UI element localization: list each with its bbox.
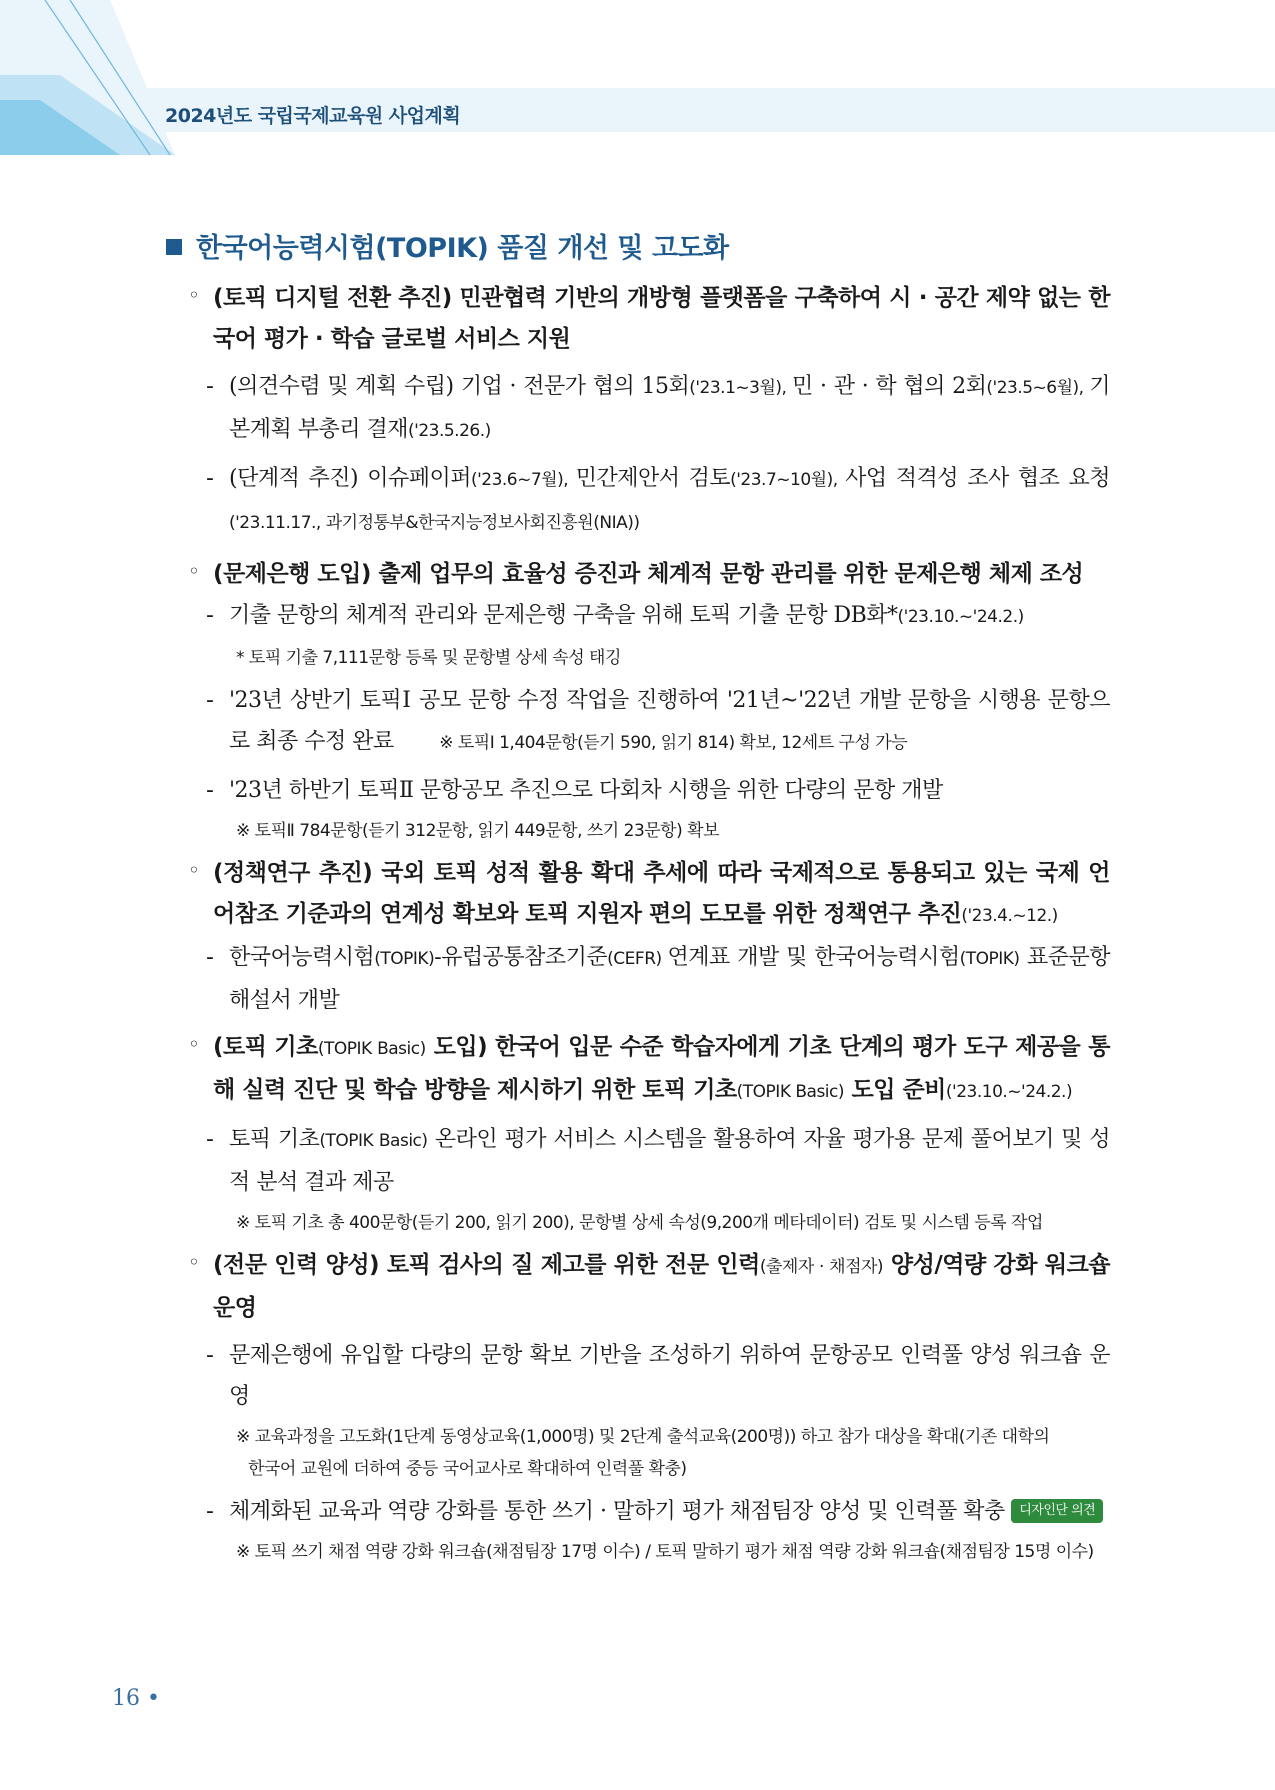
design-team-opinion-badge: 디자인단 의견 [1011,1499,1103,1523]
footnote: * 토픽 기출 7,111문항 등록 및 문항별 상세 속성 태깅 [236,648,621,668]
sub-item: - (의견수렴 및 계획 수립) 기업 · 전문가 협의 15회('23.1~3월), 민 · 관 · 학 협의 2회('23.5~6월), 기본계획 부총리 결재('23.5.26.) [206,374,1110,442]
bullet-lead: (정책연구 추진) 국외 토픽 성적 활용 확대 추세에 따라 국제적으로 통용되고 있는 국제 언어참조 기준과의 연계성 확보와 토픽 지원자 편의 도모를 위한 정책연구 추진 [213,860,1110,927]
sub-item: - 체계화된 교육과 역량 강화를 통한 쓰기 · 말하기 평가 채점팀장 양성 및 인력풀 확충 디자인단 의견 [188,1491,1110,1532]
bullet-item-digital [188,278,1110,360]
bullet-item-question-bank [188,554,1110,595]
content-body [188,278,1110,1574]
circle-bullet-icon: ◦ [188,1250,200,1274]
footnote: ※ 교육과정을 고도화(1단계 동영상교육(1,000명) 및 2단계 출석교육(200명)) 하고 참가 대상을 확대(기존 대학의 [236,1427,1050,1447]
footnote: ※ 토픽 기초 총 400문항(듣기 200, 읽기 200), 문항별 상세 속성(9,200개 메타데이터) 검토 및 시스템 등록 작업 [236,1213,1043,1233]
bullet-item-policy-research: ◦ (정책연구 추진) 국외 토픽 성적 활용 확대 추세에 따라 국제적으로 통용되고 있는 국제 언어참조 기준과의 연계성 확보와 토픽 지원자 편의 도모를 위한 정책연구 추진('23.4.~12.) [188,853,1110,937]
footnote-continued: 한국어 교원에 더하여 중등 국어교사로 확대하여 인력풀 확충) [248,1459,687,1479]
sub-item: - 기출 문항의 체계적 관리와 문제은행 구축을 위해 토픽 기출 문항 DB화*('23.10.~'24.2.) [206,603,1024,628]
circle-bullet-icon: ◦ [188,858,200,882]
bullet-lead: (문제은행 도입) 출제 업무의 효율성 증진과 체계적 문항 관리를 위한 문제은행 체제 조성 [213,561,1084,587]
circle-bullet-icon: ◦ [188,559,200,583]
sub-item: - (단계적 추진) 이슈페이퍼('23.6~7월), 민간제안서 검토('23.7~10월), 사업 적격성 조사 협조 요청('23.11.17., 과기정통부&한국지능정보사회진흥원(NIA)) [206,466,1110,533]
sub-item: - 토픽 기초(TOPIK Basic) 온라인 평가 서비스 시스템을 활용하여 자율 평가용 문제 풀어보기 및 성적 분석 결과 제공 [206,1127,1110,1195]
circle-bullet-icon: ◦ [188,283,200,307]
bullet-lead: (토픽 디지털 전환 추진) 민관협력 기반의 개방형 플랫폼을 구축하여 시 · 공간 제약 없는 한국어 평가 · 학습 글로벌 서비스 지원 [213,285,1110,352]
header-decoration [0,0,1275,190]
square-bullet-icon [166,239,182,255]
bullet-item-workforce: ◦ (전문 인력 양성) 토픽 검사의 질 제고를 위한 전문 인력(출제자 · 채점자) 양성/역량 강화 워크숍 운영 [188,1245,1110,1329]
sub-item: - 문제은행에 유입할 다량의 문항 확보 기반을 조성하기 위하여 문항공모 인력풀 양성 워크숍 운영 [206,1343,1110,1409]
sub-item: - '23년 상반기 토픽Ⅰ 공모 문항 수정 작업을 진행하여 '21년~'22년 개발 문항을 시행용 문항으로 최종 수정 완료 ※ 토픽Ⅰ 1,404문항(듣기 590, 읽기 814) 확보, 12세트 구성 가능 [206,688,1110,754]
bullet-item-topik-basic: ◦ (토픽 기초(TOPIK Basic) 도입) 한국어 입문 수준 학습자에게 기초 단계의 평가 도구 제공을 통해 실력 진단 및 학습 방향을 제시하기 위한 토픽 기초(TOPIK Basic) 도입 준비('23.10.~'24.2.) [188,1027,1110,1113]
footnote: ※ 토픽Ⅱ 784문항(듣기 312문항, 읽기 449문항, 쓰기 23문항) 확보 [236,821,719,841]
section-heading [166,226,729,265]
footnote: ※ 토픽 쓰기 채점 역량 강화 워크숍(채점팀장 17명 이수) / 토픽 말하기 평가 채점 역량 강화 워크숍(채점팀장 15명 이수) [236,1542,1094,1562]
sub-item: - '23년 하반기 토픽Ⅱ 문항공모 추진으로 다회차 시행을 위한 다량의 문항 개발 [206,778,943,803]
circle-bullet-icon: ◦ [188,1032,200,1056]
section-heading-text: 한국어능력시험(TOPIK) 품질 개선 및 고도화 [196,233,729,264]
sub-item: - 한국어능력시험(TOPIK)-유럽공통참조기준(CEFR) 연계표 개발 및 한국어능력시험(TOPIK) 표준문항해설서 개발 [206,945,1110,1013]
page-number: 16 • [112,1686,160,1711]
running-header-title: 2024년도 국립국제교육원 사업계획 [165,105,461,127]
